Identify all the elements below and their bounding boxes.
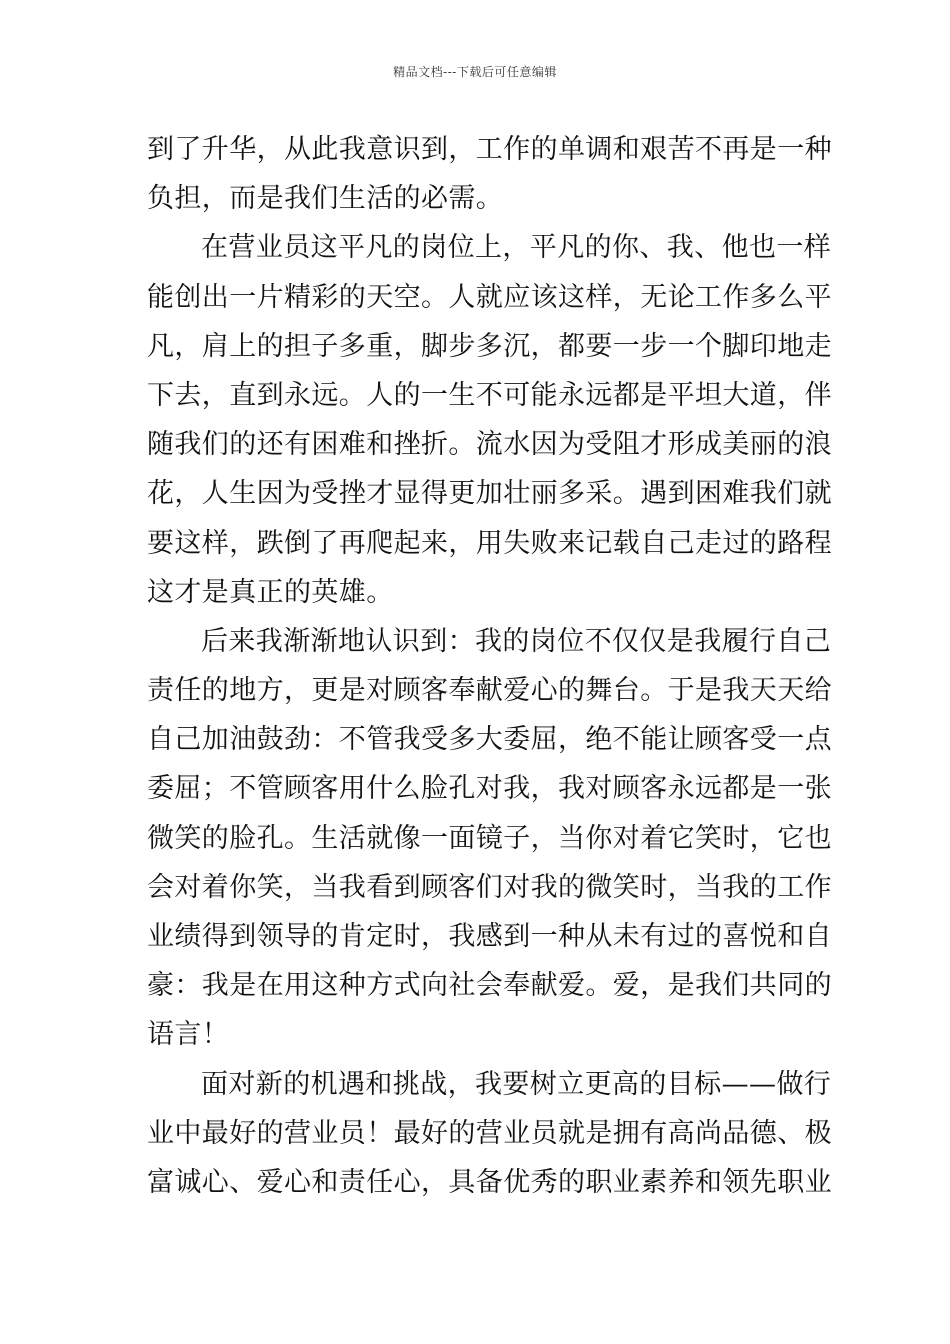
text-line: 随我们的还有困难和挫折。流水因为受阻才形成美丽的浪 bbox=[147, 429, 832, 461]
text-line: 负担，而是我们生活的必需。 bbox=[147, 183, 504, 215]
text-line: 能创出一片精彩的天空。人就应该这样，无论工作多么平 bbox=[147, 281, 832, 313]
text-line: 会对着你笑，当我看到顾客们对我的微笑时，当我的工作 bbox=[147, 871, 832, 903]
text-line: 这才是真正的英雄。 bbox=[147, 576, 394, 608]
text-line: 豪：我是在用这种方式向社会奉献爱。爱，是我们共同的 bbox=[147, 970, 832, 1002]
text-line: 富诚心、爱心和责任心，具备优秀的职业素养和领先职业 bbox=[147, 1166, 832, 1198]
text-line: 要这样，跌倒了再爬起来，用失败来记载自己走过的路程 bbox=[147, 527, 832, 559]
text-line: 到了升华，从此我意识到，工作的单调和艰苦不再是一种 bbox=[147, 134, 832, 165]
text-line: 下去，直到永远。人的一生不可能永远都是平坦大道，伴 bbox=[147, 379, 832, 411]
text-line: 业绩得到领导的肯定时，我感到一种从未有过的喜悦和自 bbox=[147, 921, 832, 952]
text-line: 花，人生因为受挫才显得更加壮丽多采。遇到困难我们就 bbox=[147, 478, 832, 510]
paragraph-start-line: 后来我渐渐地认识到：我的岗位不仅仅是我履行自己 bbox=[201, 625, 832, 657]
text-line: 业中最好的营业员！最好的营业员就是拥有高尚品德、极 bbox=[147, 1117, 832, 1149]
paragraph-start-line: 面对新的机遇和挑战，我要树立更高的目标——做行 bbox=[201, 1068, 832, 1100]
text-line: 委屈；不管顾客用什么脸孔对我，我对顾客永远都是一张 bbox=[147, 773, 832, 805]
text-line: 语言！ bbox=[147, 1019, 230, 1051]
text-line: 凡，肩上的担子多重，脚步多沉，都要一步一个脚印地走 bbox=[147, 330, 832, 362]
paragraph-start-line: 在营业员这平凡的岗位上，平凡的你、我、他也一样 bbox=[201, 232, 832, 264]
page-header: 精品文档---下载后可任意编辑 bbox=[393, 65, 557, 79]
text-line: 微笑的脸孔。生活就像一面镜子，当你对着它笑时，它也 bbox=[147, 822, 832, 854]
text-line: 责任的地方，更是对顾客奉献爱心的舞台。于是我天天给 bbox=[147, 675, 832, 707]
text-line: 自己加油鼓劲：不管我受多大委屈，绝不能让顾客受一点 bbox=[147, 724, 832, 756]
body-text bbox=[147, 125, 832, 1207]
